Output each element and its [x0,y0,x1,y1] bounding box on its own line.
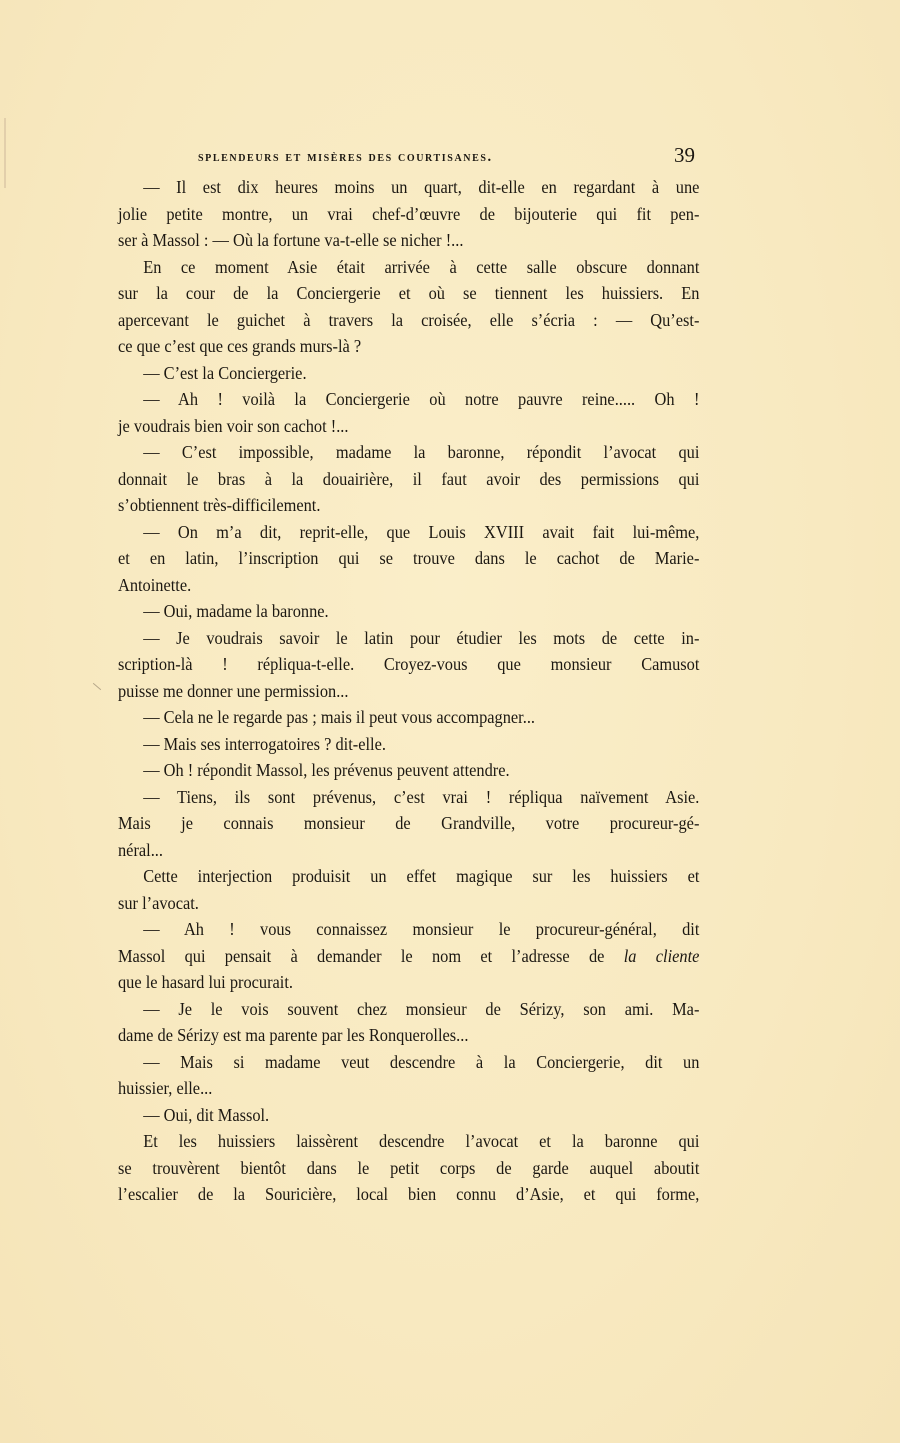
running-title: splendeurs et misères des courtisanes. [198,149,493,165]
page-edge-mark [4,118,6,188]
text-line: scription-là ! répliqua-t-elle. Croyez-vous que monsieur Camusot [118,654,700,674]
text-line: — Oh ! répondit Massol, les prévenus peuvent attendre. [143,760,510,780]
text-line: néral... [118,839,163,860]
text-line: donnait le bras à la douairière, il faut avoir des permissions qui [118,468,700,489]
text-line: — Je voudrais savoir le latin pour étudier les mots de cette in- [143,627,700,648]
text-line: — Il est dix heures moins un quart, dit-elle en regardant à une [143,177,700,197]
text-line: — Mais ses interrogatoires ? dit-elle. [143,733,386,754]
stray-ink-mark [93,683,101,690]
text-line: jolie petite montre, un vrai chef-d’œuvre de bijouterie qui fit pen- [118,203,700,224]
text-line: l’escalier de la Souricière, local bien connu d’Asie, et qui forme, [118,1184,700,1204]
text-line: Et les huissiers laissèrent descendre l’avocat et la baronne qui [143,1131,700,1151]
text-line: — Oui, madame la baronne. [143,601,329,621]
text-line: ser à Massol : — Où la fortune va-t-elle se nicher !... [118,230,464,250]
text-line: s’obtiennent très-difficilement. [118,495,321,515]
text-line: et en latin, l’inscription qui se trouve dans le cachot de Marie- [118,548,700,568]
text-line: apercevant le guichet à travers la croisée, elle s’écria : — Qu’est- [118,309,700,330]
text-line: — C’est la Conciergerie. [143,362,307,383]
text-line: Massol qui pensait à demander le nom et l’adresse de la cliente [118,945,700,966]
text-line: — C’est impossible, madame la baronne, répondit l’avocat qui [143,442,700,462]
text-line: Cette interjection produisit un effet magique sur les huissiers et [143,866,700,886]
page-header [198,143,698,171]
text-line: — Je le vois souvent chez monsieur de Sérizy, son ami. Ma- [143,998,700,1019]
text-line: — Tiens, ils sont prévenus, c’est vrai ! répliqua naïvement Asie. [143,786,700,807]
text-line: Mais je connais monsieur de Grandville, votre procureur-gé- [118,813,700,833]
text-line: — Mais si madame veut descendre à la Conciergerie, dit un [143,1051,700,1072]
text-line: dame de Sérizy est ma parente par les Ronquerolles... [118,1025,469,1045]
text-line: que le hasard lui procurait. [118,972,293,992]
text-line: huissier, elle... [118,1078,213,1098]
text-line: Antoinette. [118,574,192,595]
text-line: se trouvèrent bientôt dans le petit corps de garde auquel aboutit [118,1157,700,1178]
text-line: — Cela ne le regarde pas ; mais il peut vous accompagner... [143,707,536,727]
text-line: puisse me donner une permission... [118,680,349,701]
text-line: sur la cour de la Conciergerie et où se tiennent les huissiers. En [118,283,700,303]
text-line: sur l’avocat. [118,892,199,913]
body-text [118,174,700,1208]
text-line: je voudrais bien voir son cachot !... [118,415,349,436]
text-line: — Ah ! voilà la Conciergerie où notre pauvre reine..... Oh ! [143,389,700,409]
italic-phrase: la cliente [623,945,700,966]
text-line: — Ah ! vous connaissez monsieur le procureur-général, dit [143,919,700,939]
page-number: 39 [674,143,695,167]
text-line: — On m’a dit, reprit-elle, que Louis XVIII avait fait lui-même, [143,521,700,542]
text-line: En ce moment Asie était arrivée à cette salle obscure donnant [143,256,700,277]
text-line: ce que c’est que ces grands murs-là ? [118,336,362,356]
text-line: — Oui, dit Massol. [143,1104,270,1125]
